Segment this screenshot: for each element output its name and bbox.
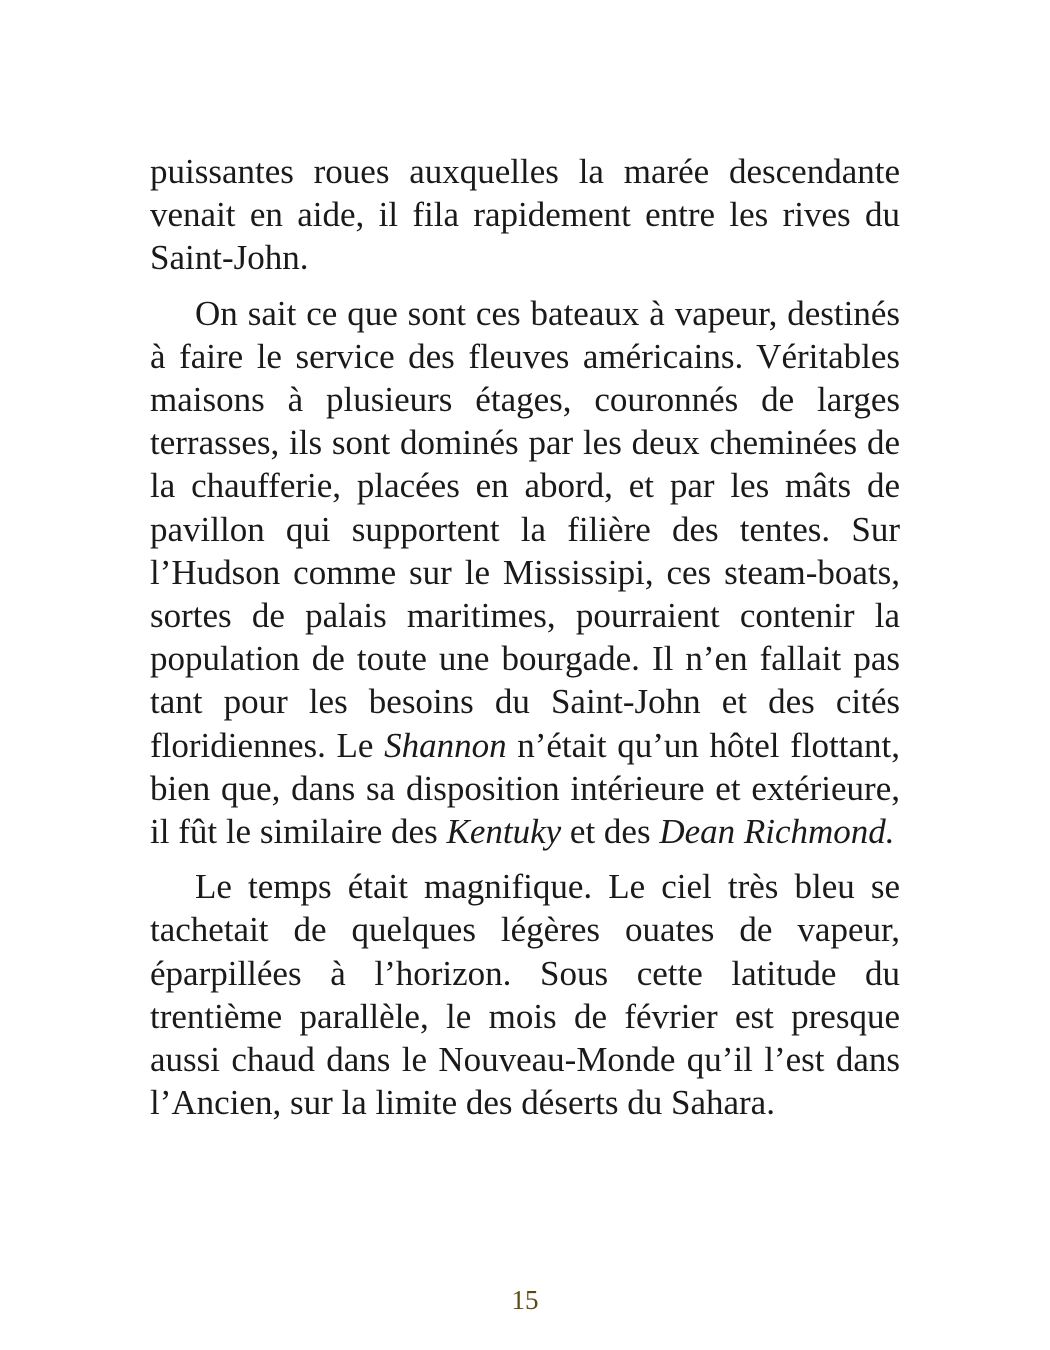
ship-name-dean-richmond: Dean Richmond. — [659, 812, 895, 852]
ship-name-kentuky: Kentuky — [446, 812, 562, 852]
paragraph-2-text-c: et des — [561, 812, 660, 852]
paragraph-2 — [150, 292, 900, 854]
paragraph-2-text-b: n’était qu’un hôtel flottant, bien que, dans sa disposition intérieure et extérieure, il fût le similaire des — [150, 725, 901, 852]
paragraph-1-text: puissantes roues auxquelles la marée descendante venait en aide, il fila rapidement entre les rives du Saint-John. — [150, 152, 900, 278]
paragraph-3 — [150, 865, 900, 1124]
body-text — [150, 150, 900, 1136]
page-number: 15 — [511, 1285, 539, 1315]
paragraph-3-text: Le temps était magnifique. Le ciel très bleu se tachetait de quelques légères ouates de vapeur, éparpillées à l’horizon. Sous cette latitude du trentième parallèle, le mois de février est presque aussi chaud dans le Nouveau-Monde qu’il l’est dans l’Ancien, sur la limite des déserts du Sahara. — [150, 867, 900, 1123]
ship-name-shannon: Shannon — [384, 725, 507, 765]
paragraph-1 — [150, 150, 900, 280]
paragraph-2-text-a: On sait ce que sont ces bateaux à vapeur, destinés à faire le service des fleuves américains. Véritables maisons à plusieurs étages, couronnés de larges terrasses, ils sont dominés par les deux cheminées de la chaufferie, placées en abord, et par les mâts de pavillon qui supportent la filière des tentes. Sur l’Hudson comme sur le Mississipi, ces steam-boats, sortes de palais maritimes, pourraient contenir la population de toute une bourgade. Il n’en fallait pas tant pour les besoins du Saint-John et des cités floridiennes. Le — [150, 293, 900, 765]
